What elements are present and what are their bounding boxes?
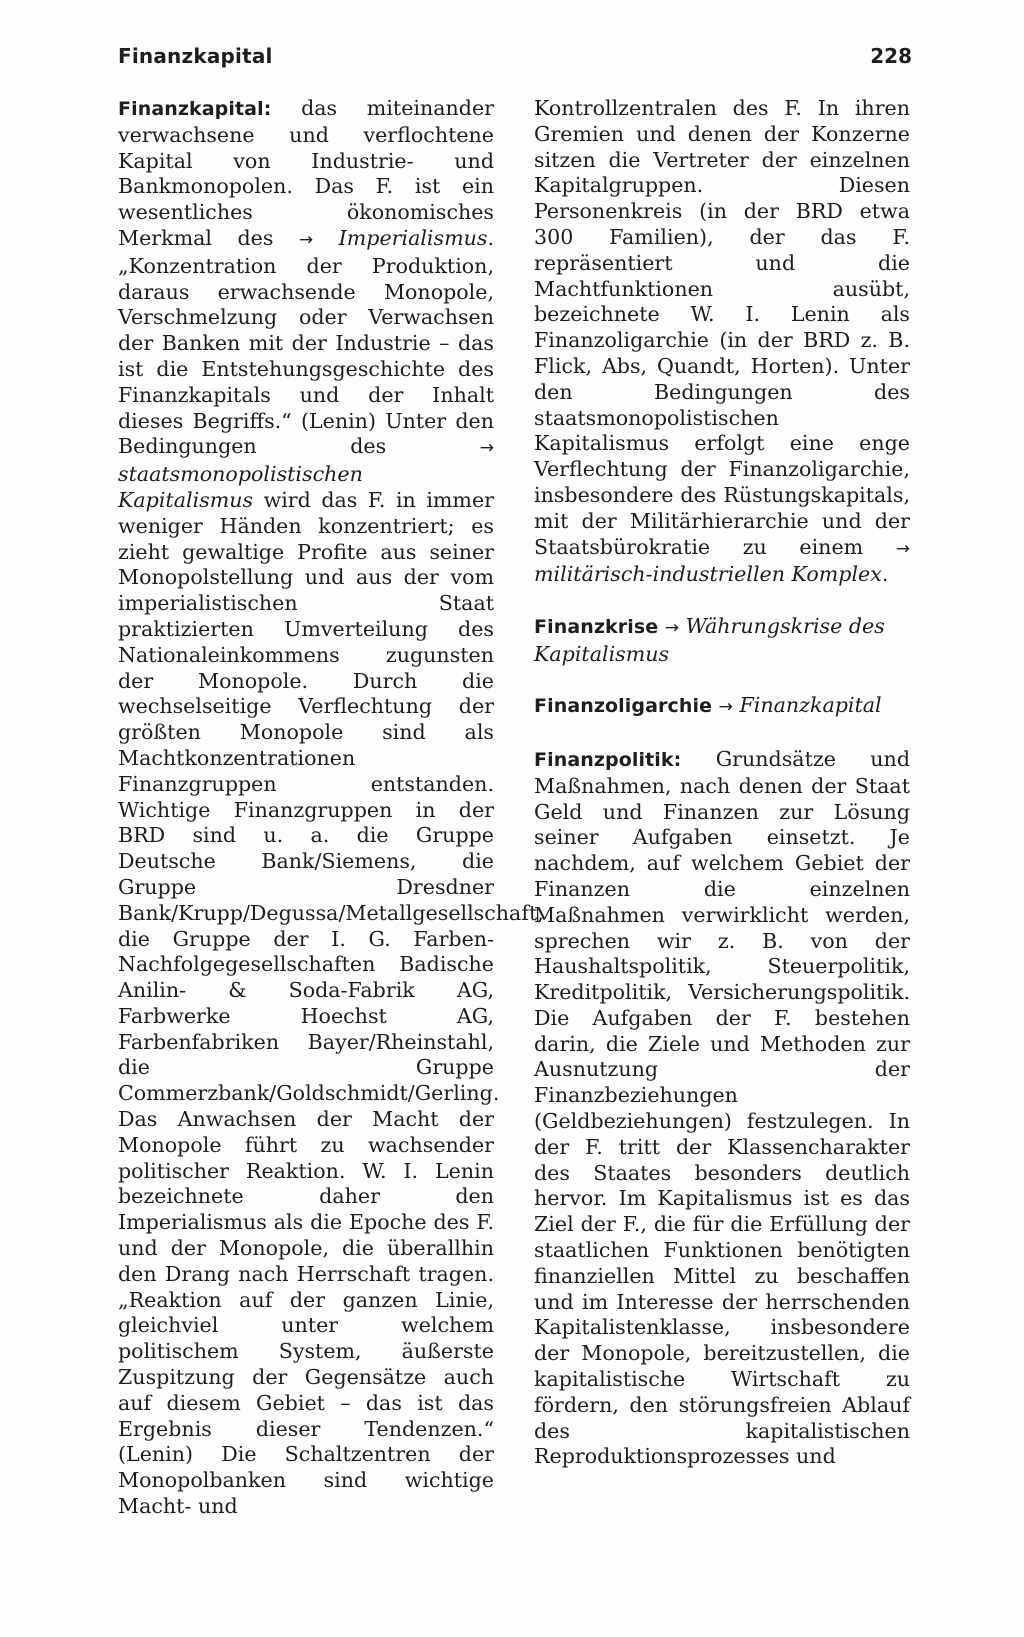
entry-text: . „Konzentration der Produktion, daraus erwachsende Monopole, Verschmelzung oder Verwachsen der Banken mit der Industrie – das ist die Entstehungsgeschichte des Finanzkapitals und der Inhalt dieses Begriffs.“ (Lenin) Unter den Bedingungen des [118,225,494,459]
entry-text: Grundsätze und Maßnahmen, nach denen der Staat Geld und Finanzen zur Lösung seiner Aufgaben einsetzt. Je nachdem, auf welchem Gebiet der Finanzen die einzelnen Maßnahmen verwirklicht werden, sprechen wir z. B. von der Haushaltspolitik, Steuerpolitik, Kreditpolitik, Versicherungspolitik. Die Aufgaben der F. bestehen darin, die Ziele und Methoden zur Ausnutzung der Finanzbeziehungen (Geldbeziehungen) festzulegen. In der F. tritt der Klassencharakter des Staates besonders deutlich hervor. Im Kapitalismus ist es das Ziel der F., die für die Erfüllung der staatlichen Funktionen benötigten finanziellen Mittel zu beschaffen und im Interesse der herrschenden Kapitalistenklasse, insbesondere der Monopole, bereitzustellen, die kapitalistische Wirtschaft zu fördern, den störungsfreien Ablauf des kapitalistischen Reproduktionsprozesses und [534,746,910,1469]
page-number: 228 [870,44,912,68]
entry-finanzkapital-continued [534,96,910,588]
entry-finanzoligarchie [534,693,910,721]
left-column [118,96,544,1520]
entry-headword: Finanzpolitik [534,748,674,771]
entry-finanzkapital [118,96,544,1520]
cross-reference-arrow-icon: → [718,697,733,718]
cross-reference: Finanzkapital [739,693,882,718]
entry-headword: Finanzoligarchie [534,695,713,718]
entry-text: das miteinander verwachsene und verflochtene Kapital von Industrie- und Bankmonopolen. Das F. ist ein wesentliches ökonomisches Merkmal des [118,96,494,250]
cross-reference: Währungskrise des Kapitalismus [534,613,885,666]
headword-colon: : [673,748,682,771]
entry-text: . [881,562,889,587]
entry-text: Kontrollzentralen des F. In ihren Gremien und denen der Konzerne sitzen die Vertreter der einzelnen Kapitalgruppen. Diesen Personenkreis (in der BRD etwa 300 Familien), der das F. repräsentiert und die Machtfunktionen ausübt, bezeichnete W. I. Lenin als Finanzoligarchie (in der BRD z. B. Flick, Abs, Quandt, Horten). Unter den Bedingungen des staatsmonopolistischen Kapitalismus erfolgt eine enge Verflechtung der Finanzoligarchie, insbesondere des Rüstungskapitals, mit der Militärhierarchie und der Staatsbürokratie zu einem [534,96,910,559]
entry-headword: Finanzkrise [534,615,659,638]
entry-text: wird das F. in immer weniger Händen konzentriert; es zieht gewaltige Profite aus seiner Monopolstellung und aus der vom imperialistischen Staat praktizierten Umverteilung des Nationaleinkommens zugunsten der Monopole. Durch die wechselseitige Verflechtung der größten Monopole sind als Machtkonzentrationen Finanzgruppen entstanden. Wichtige Finanzgruppen in der BRD sind u. a. die Gruppe Deutsche Bank/Siemens, die Gruppe Dresdner Bank/Krupp/Degussa/Metallgesellschaft, die Gruppe der I. G. Farben-Nachfolgegesellschaften Badische Anilin- & Soda-Fabrik AG, Farbwerke Hoechst AG, Farbenfabriken Bayer/Rheinstahl, die Gruppe Commerzbank/Goldschmidt/Gerling. Das Anwachsen der Macht der Monopole führt zu wachsender politischer Reaktion. W. I. Lenin bezeichnete daher den Imperialismus als die Epoche des F. und der Monopole, die überallhin den Drang nach Herrschaft tragen. „Reaktion auf der ganzen Linie, gleichviel unter welchem politischem System, äußerste Zuspitzung der Gegensätze auch auf diesem Gebiet – das ist das Ergebnis dieser Tendenzen.“ (Lenin) Die Schaltzentren der Monopolbanken sind wichtige Macht- und [118,487,544,1519]
cross-reference-arrow-icon: → [895,538,910,559]
cross-reference: staatsmonopolistischen Kapitalismus [118,462,363,512]
cross-reference: militärisch-industriellen Komplex [534,562,882,587]
entry-finanzpolitik [534,747,910,1470]
page-header [118,44,912,84]
running-head: Finanzkapital [118,44,273,68]
cross-reference-arrow-icon: → [664,617,680,638]
entry-headword: Finanzkapital [118,98,264,120]
entry-finanzkrise [534,614,910,668]
cross-reference-arrow-icon: → [479,438,494,459]
headword-colon: : [263,98,272,120]
cross-reference: Imperialismus [338,225,488,250]
cross-reference-arrow-icon: → [298,229,314,250]
right-column [534,96,910,1470]
